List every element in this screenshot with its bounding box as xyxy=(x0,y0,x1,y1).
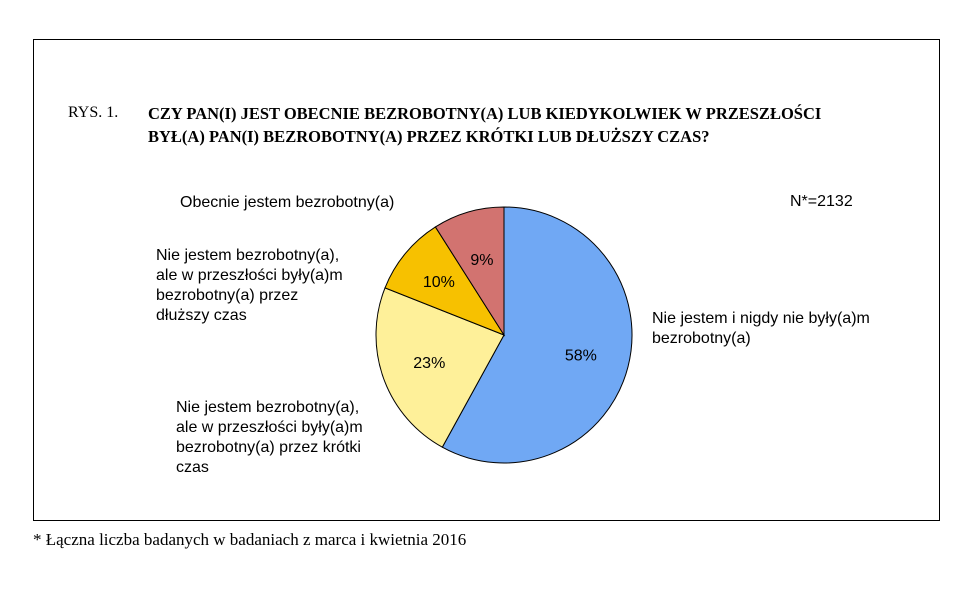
slice-category-label-line: Obecnie jestem bezrobotny(a) xyxy=(180,194,395,211)
slice-category-label-line: Nie jestem bezrobotny(a), xyxy=(156,247,340,264)
figure-title-line-1: CZY PAN(I) JEST OBECNIE BEZROBOTNY(A) LUB KIEDYKOLWIEK W PRZESZŁOŚCI xyxy=(148,104,822,123)
slice-category-label-line: dłuższy czas xyxy=(156,307,247,324)
slice-percent-label: 23% xyxy=(413,354,446,372)
slice-category-label-line: Nie jestem i nigdy nie były(a)m xyxy=(652,310,870,327)
slice-percent-label: 10% xyxy=(422,274,455,292)
slice-category-label-line: bezrobotny(a) xyxy=(652,330,751,347)
slice-category-label xyxy=(176,398,363,478)
slice-category-label xyxy=(652,309,870,349)
sample-size-note: N*=2132 xyxy=(790,193,853,210)
slice-category-label xyxy=(156,246,343,326)
slice-category-label-line: Nie jestem bezrobotny(a), xyxy=(176,399,360,416)
footnote: * Łączna liczba badanych w badaniach z marca i kwietnia 2016 xyxy=(33,530,467,549)
slice-category-label xyxy=(180,193,394,213)
slice-category-label-line: bezrobotny(a) przez xyxy=(156,287,299,304)
slice-percent-label: 58% xyxy=(564,347,597,365)
slice-category-label-line: czas xyxy=(176,459,209,476)
slice-category-label-line: ale w przeszłości były(a)m xyxy=(156,267,343,284)
figure-title-line-2: BYŁ(A) PAN(I) BEZROBOTNY(A) PRZEZ KRÓTKI LUB DŁUŻSZY CZAS? xyxy=(148,127,710,146)
slice-category-label-line: bezrobotny(a) przez krótki xyxy=(176,439,361,456)
figure-number: RYS. 1. xyxy=(68,104,119,121)
slice-category-label-line: ale w przeszłości były(a)m xyxy=(176,419,363,436)
slice-percent-label: 9% xyxy=(470,251,494,269)
